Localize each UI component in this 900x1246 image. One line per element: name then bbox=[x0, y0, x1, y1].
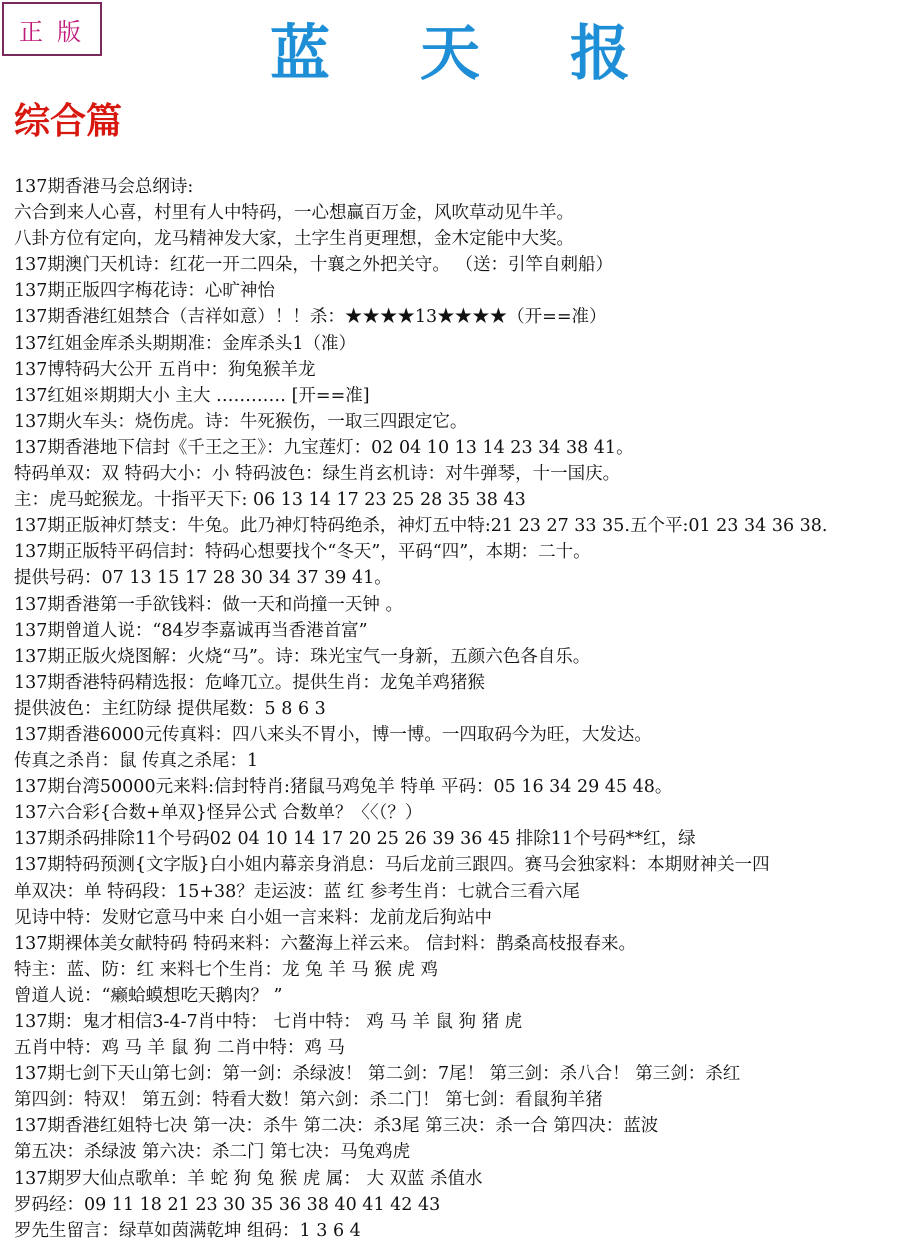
text-line: 提供波色：主红防绿 提供尾数：5 8 6 3 bbox=[14, 698, 326, 719]
text-line: 137期香港特码精选报：危峰兀立。提供生肖：龙兔羊鸡猪猴 bbox=[14, 672, 485, 693]
text-line: 提供号码：07 13 15 17 28 30 34 37 39 41。 bbox=[14, 568, 392, 589]
text-line: 主：虎马蛇猴龙。十指平天下: 06 13 14 17 23 25 28 35 38 43 bbox=[14, 490, 526, 511]
text-line: 137期香港马会总纲诗: bbox=[14, 177, 194, 197]
text-line: 137期火车头：烧伤虎。诗：牛死猴伤，一取三四跟定它。 bbox=[14, 411, 468, 432]
text-line: 罗先生留言：绿草如茵满乾坤 组码：1 3 6 4 bbox=[14, 1220, 361, 1241]
text-line: 137期澳门天机诗：红花一开二四朵，十襄之外把关守。 （送：引竿自刺船） bbox=[14, 255, 613, 276]
text-line: 137期七剑下天山第七剑：第一剑：杀绿波！ 第二剑：7尾！ 第三剑：杀八合！ 第三剑：杀红 bbox=[14, 1064, 741, 1085]
text-line: 传真之杀肖：鼠 传真之杀尾：1 bbox=[14, 751, 259, 772]
text-line: 137期特码预测{文字版}白小姐内幕亲身消息：马后龙前三跟四。赛马会独家料：本期财神关一四 bbox=[14, 855, 770, 876]
text-line: 137红姐金库杀头期期准：金库杀头1（准） bbox=[14, 333, 357, 354]
text-line: 八卦方位有定向，龙马精神发大家，土字生肖更理想，金木定能中大奖。 bbox=[14, 229, 574, 250]
text-line: 137期香港地下信封《千王之王》：九宝莲灯：02 04 10 13 14 23 34 38 41。 bbox=[14, 437, 634, 458]
text-line: 137期香港6000元传真料：四八来头不胃小，博一博。一四取码今为旺，大发达。 bbox=[14, 724, 652, 745]
text-line: 137博特码大公开 五肖中：狗兔猴羊龙 bbox=[14, 359, 316, 380]
article-body bbox=[14, 174, 900, 1244]
text-line: 特码单双：双 特码大小：小 特码波色：绿生肖玄机诗：对牛弹琴，十一国庆。 bbox=[14, 464, 621, 485]
text-line: 137期：鬼才相信3-4-7肖中特： 七肖中特： 鸡 马 羊 鼠 狗 猪 虎 bbox=[14, 1012, 523, 1032]
text-line: 137六合彩{合数+单双}怪异公式 合数单？〈〈（？） bbox=[14, 803, 423, 824]
text-line: 137期正版神灯禁支：牛兔。此乃神灯特码绝杀，神灯五中特:21 23 27 33 35.五个平:01 23 34 36 38. bbox=[14, 516, 828, 537]
text-line: 单双决：单 特码段：15+38？走运波：蓝 红 参考生肖：七就合三看六尾 bbox=[14, 881, 580, 902]
text-line: 137红姐※期期大小 主大 ………… [开==准] bbox=[14, 385, 370, 406]
text-line: 137期正版特平码信封：特码心想要找个“冬天”，平码“四”，本期：二十。 bbox=[14, 542, 591, 563]
text-line: 第五决：杀绿波 第六决：杀二门 第七决：马兔鸡虎 bbox=[14, 1142, 411, 1163]
text-line: 137期裸体美女献特码 特码来料：六鳌海上祥云来。 信封料：鹊桑高枝报春来。 bbox=[14, 933, 637, 954]
text-line: 137期香港红姐禁合（吉祥如意）！！杀：★★★★13★★★★（开==准） bbox=[14, 307, 607, 328]
section-title: 综合篇 bbox=[14, 100, 123, 142]
text-line: 137期香港红姐特七决 第一决：杀牛 第二决：杀3尾 第三决：杀一合 第四决：蓝波 bbox=[14, 1116, 659, 1137]
text-line: 137期杀码排除11个号码02 04 10 14 17 20 25 26 39 36 45 排除11个号码**红，绿 bbox=[14, 829, 696, 850]
newspaper-masthead: 蓝天报 bbox=[270, 19, 720, 89]
text-line: 五肖中特：鸡 马 羊 鼠 狗 二肖中特：鸡 马 bbox=[14, 1038, 345, 1059]
text-line: 罗码经：09 11 18 21 23 30 35 36 38 40 41 42 43 bbox=[14, 1194, 441, 1215]
text-line: 137期台湾50000元来料:信封特肖:猪鼠马鸡兔羊 特单 平码：05 16 34 29 45 48。 bbox=[14, 777, 673, 798]
text-line: 137期正版四字梅花诗：心旷神怡 bbox=[14, 281, 275, 302]
text-line: 曾道人说：“癞蛤蟆想吃天鹅肉？ ” bbox=[14, 985, 283, 1006]
text-line: 137期罗大仙点歌单：羊 蛇 狗 兔 猴 虎 属： 大 双蓝 杀值水 bbox=[14, 1168, 483, 1189]
text-line: 第四剑：特双！ 第五剑：特看大数！第六剑：杀二门！ 第七剑：看鼠狗羊猪 bbox=[14, 1090, 603, 1111]
text-line: 见诗中特：发财它意马中来 白小姐一言来料：龙前龙后狗站中 bbox=[14, 907, 493, 928]
text-line: 137期曾道人说：“84岁李嘉诚再当香港首富” bbox=[14, 620, 368, 641]
text-line: 六合到来人心喜，村里有人中特码，一心想赢百万金，风吹草动见牛羊。 bbox=[14, 203, 574, 224]
text-line: 特主：蓝、防：红 来料七个生肖：龙 兔 羊 马 猴 虎 鸡 bbox=[14, 959, 438, 980]
text-line: 137期正版火烧图解：火烧“马”。诗：珠光宝气一身新，五颜六色各自乐。 bbox=[14, 646, 591, 667]
authentic-edition-badge: 正版 bbox=[2, 2, 102, 56]
text-line: 137期香港第一手欲钱料：做一天和尚撞一天钟 。 bbox=[14, 594, 403, 615]
